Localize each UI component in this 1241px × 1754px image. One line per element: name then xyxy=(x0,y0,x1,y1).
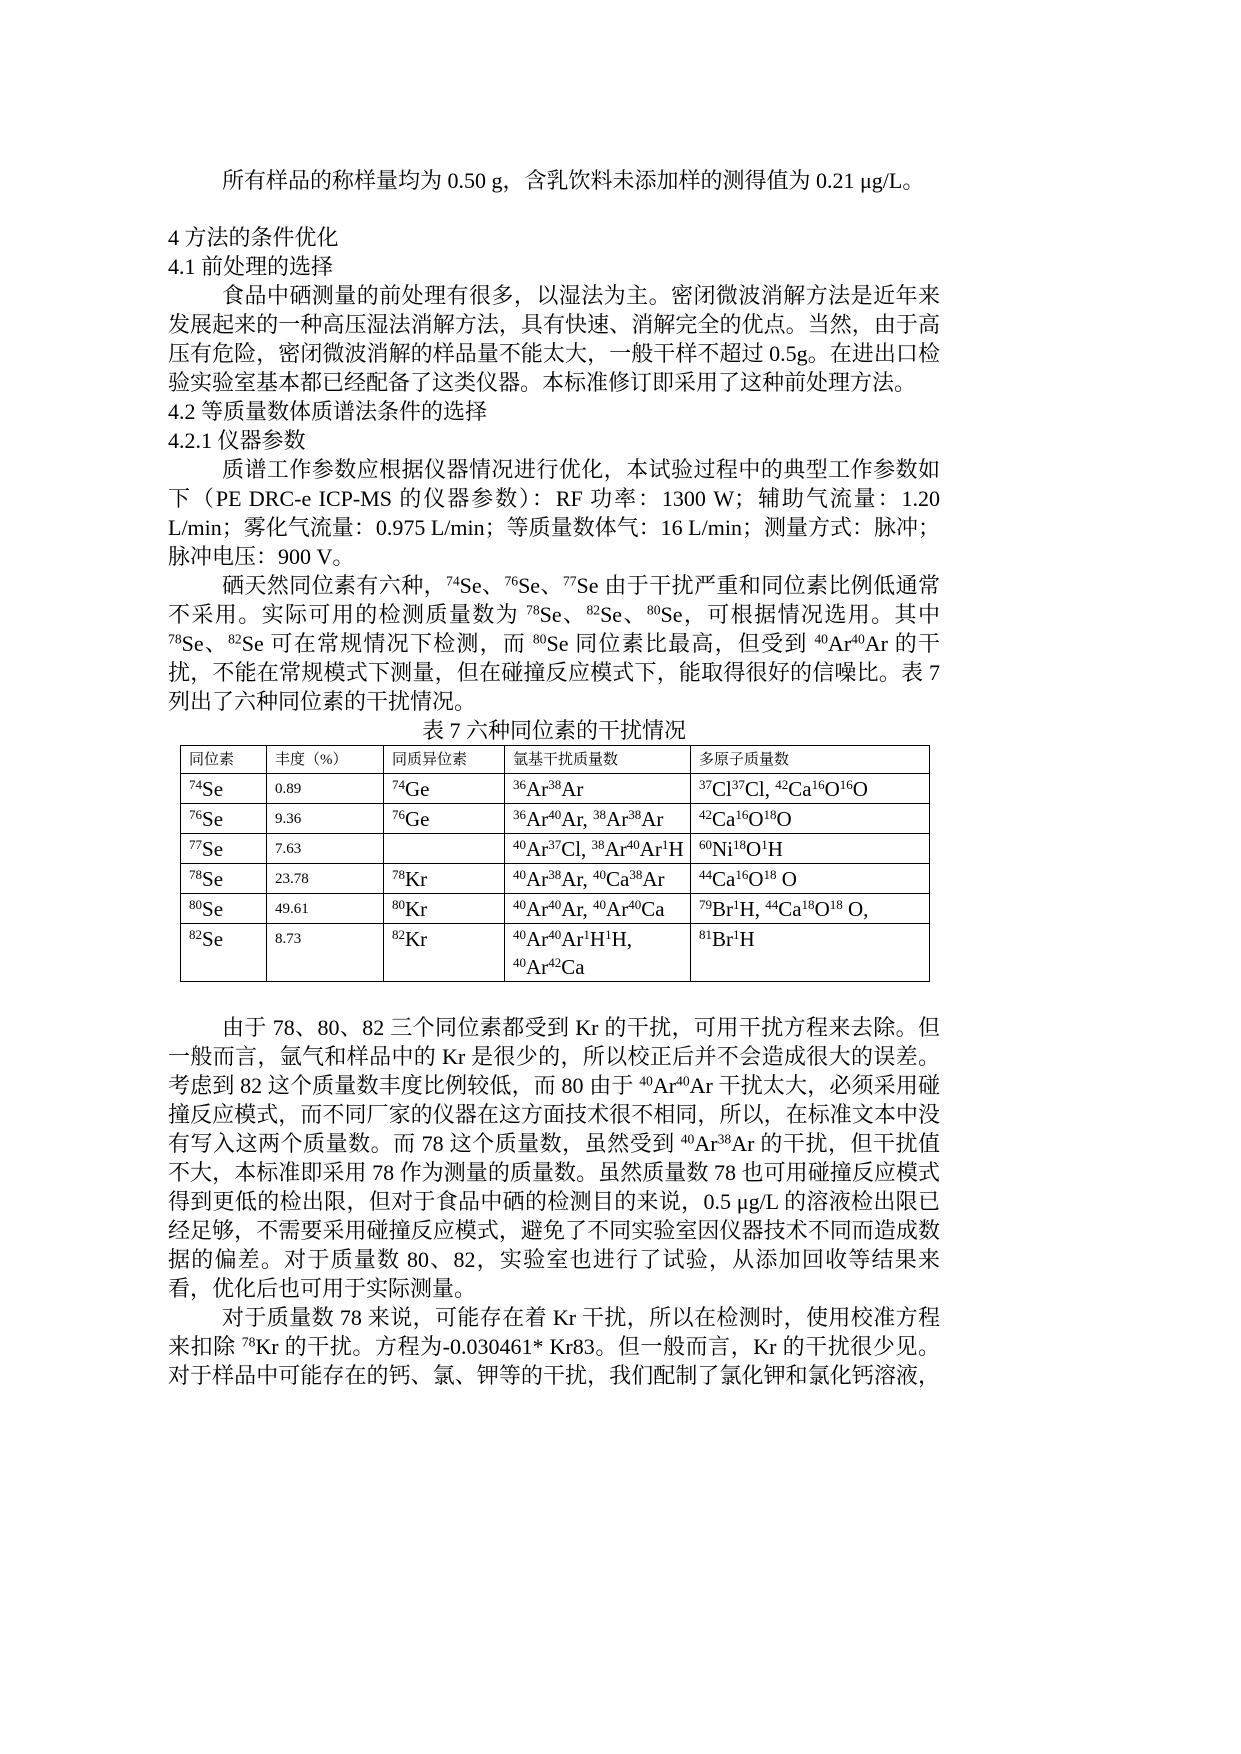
superscript: 40 xyxy=(593,896,607,912)
text-run: Ar xyxy=(694,1131,718,1156)
table-row xyxy=(181,894,930,924)
text-run: 7.63 xyxy=(275,841,302,857)
cell-isotope xyxy=(181,864,267,894)
text-run: Ar 的干扰，不能在常规模式下测量，但在碰撞反应模式下，能取得很好的信噪比。表 7 列出了六种同位素的干扰情况。 xyxy=(168,631,940,714)
text-run: Ca xyxy=(712,867,736,891)
superscript: 1 xyxy=(605,926,612,942)
text-run: Kr xyxy=(405,897,428,921)
superscript: 40 xyxy=(639,1073,653,1089)
text-run: Cl xyxy=(712,777,732,801)
heading-section-4-2-1: 4.2.1 仪器参数 xyxy=(168,428,306,453)
superscript: 74 xyxy=(446,573,460,589)
text-run: Ar xyxy=(639,837,662,861)
superscript: 77 xyxy=(189,836,203,852)
text-run: Se、 xyxy=(539,602,587,627)
table-row xyxy=(181,834,930,864)
superscript: 18 xyxy=(763,806,777,822)
superscript: 76 xyxy=(189,806,203,822)
superscript: 60 xyxy=(699,836,713,852)
paragraph-isotopes xyxy=(168,571,940,716)
text-run: Se，可根据情况选用。其中 xyxy=(660,602,940,627)
text-run: Se xyxy=(202,897,224,921)
table-header xyxy=(181,746,930,774)
cell-argon-interference xyxy=(505,834,691,864)
heading-section-4: 4 方法的条件优化 xyxy=(168,225,339,250)
text-run: Se、 xyxy=(181,631,229,656)
superscript: 40 xyxy=(513,926,527,942)
text-run: Se、 xyxy=(518,573,563,598)
text-run: Ar xyxy=(604,837,627,861)
superscript: 78 xyxy=(241,1334,256,1350)
text-run: Ar xyxy=(526,837,549,861)
text-run: Kr 的干扰。方程为-0.030461* Kr83。但一般而言，Kr 的干扰很少见。对于样品中可能存在的钙、氯、钾等的干扰，我们配制了氯化钾和氯化钙溶液， xyxy=(168,1334,940,1388)
superscript: 16 xyxy=(811,776,825,792)
text-run: Ar xyxy=(561,777,584,801)
superscript: 1 xyxy=(761,836,768,852)
text-run: Ar xyxy=(652,1073,677,1098)
cell-abundance xyxy=(267,834,384,864)
superscript: 16 xyxy=(735,806,749,822)
text-run: 23.78 xyxy=(275,871,309,887)
superscript: 1 xyxy=(733,926,740,942)
paragraph-calibration xyxy=(168,1303,940,1390)
text-run: O xyxy=(776,807,792,831)
superscript: 79 xyxy=(699,896,713,912)
interference-table-body xyxy=(181,774,930,982)
superscript: 78 xyxy=(526,602,540,618)
cell-isotope xyxy=(181,924,267,982)
superscript: 18 xyxy=(829,896,843,912)
text-run: Ge xyxy=(405,807,430,831)
superscript: 76 xyxy=(504,573,519,589)
text-run: Ar xyxy=(827,631,852,656)
cell-isotope xyxy=(181,774,267,804)
text-run: Ar xyxy=(526,807,549,831)
superscript: 40 xyxy=(548,926,562,942)
superscript: 40 xyxy=(513,896,527,912)
text-run: Ar, xyxy=(561,867,594,891)
superscript: 42 xyxy=(548,954,562,970)
text-run: H xyxy=(668,837,684,861)
header-abundance: 丰度（%） xyxy=(267,746,384,774)
superscript: 16 xyxy=(735,866,749,882)
cell-argon-interference xyxy=(505,894,691,924)
table-row xyxy=(181,804,930,834)
text-run: Ar xyxy=(642,867,665,891)
text-run: Se 由于干扰严重和同位素比例低通常不采用。实际可用的检测质量数为 xyxy=(168,573,940,627)
text-run: 8.73 xyxy=(275,931,302,947)
text-run: O xyxy=(814,897,830,921)
superscript: 77 xyxy=(562,573,577,589)
cell-isotope xyxy=(181,804,267,834)
text-run: Ar 的干扰，但干扰值不大，本标准即采用 78 作为测量的质量数。虽然质量数 78 也可用碰撞反应模式得到更低的检出限，但对于食品中硒的检测目的来说，0.5 μg/L 的溶液检出限已经足够，不需要采用碰撞反应模式，避免了不同实验室因仪器技术不同而造成数据的偏差。对于质量数 80、82，实验室也进行了试验，从添加回收等结果来看，优化后也可用于实际测量。 xyxy=(168,1131,940,1301)
text-run: H xyxy=(767,837,783,861)
superscript: 82 xyxy=(228,631,242,647)
superscript: 82 xyxy=(392,926,406,942)
cell-polyatomic xyxy=(691,804,930,834)
superscript: 44 xyxy=(765,896,779,912)
cell-isobar xyxy=(384,894,505,924)
superscript: 38 xyxy=(548,866,562,882)
cell-isobar xyxy=(384,774,505,804)
superscript: 40 xyxy=(513,866,527,882)
text-run: H xyxy=(739,927,755,951)
cell-polyatomic xyxy=(691,924,930,982)
text-run: H xyxy=(589,927,606,951)
text-run: 49.61 xyxy=(275,901,309,917)
superscript: 40 xyxy=(628,896,642,912)
text-run: 由于 78、80、82 三个同位素都受到 Kr 的干扰，可用干扰方程来去除。但一般而言，氩气和样品中的 Kr 是很少的，所以校正后并不会造成很大的误差。考虑到 82 这个质量数丰度比例较低，而 80 由于 xyxy=(168,1015,940,1098)
heading-section-4-2: 4.2 等质量数体质谱法条件的选择 xyxy=(168,399,488,424)
superscript: 36 xyxy=(513,806,527,822)
paragraph-pretreatment: 食品中硒测量的前处理有很多，以湿法为主。密闭微波消解方法是近年来发展起来的一种高压湿法消解方法，具有快速、消解完全的优点。当然，由于高压有危险，密闭微波消解的样品量不能太大，一般干样不超过 0.5g。在进出口检验实验室基本都已经配备了这类仪器。本标准修订即采用了这种前处理方法。 xyxy=(168,283,940,395)
text-run: 9.36 xyxy=(275,811,302,827)
superscript: 37 xyxy=(731,776,745,792)
text-run: 对于质量数 78 来说，可能存在着 Kr 干扰，所以在检测时，使用校准方程来扣除 xyxy=(168,1305,940,1359)
cell-abundance xyxy=(267,864,384,894)
superscript: 37 xyxy=(548,836,562,852)
superscript: 16 xyxy=(839,776,853,792)
text-run: Se xyxy=(202,837,224,861)
text-run: O xyxy=(748,807,764,831)
text-run: Se xyxy=(202,927,224,951)
superscript: 82 xyxy=(189,926,203,942)
table-row xyxy=(181,924,930,982)
text-run: Ca xyxy=(641,897,665,921)
text-run: Br xyxy=(712,927,734,951)
superscript: 1 xyxy=(733,896,740,912)
superscript: 18 xyxy=(733,836,747,852)
superscript: 37 xyxy=(699,776,713,792)
superscript: 38 xyxy=(629,866,643,882)
superscript: 80 xyxy=(189,896,203,912)
text-run: Br xyxy=(712,897,734,921)
superscript: 78 xyxy=(392,866,406,882)
superscript: 38 xyxy=(628,806,642,822)
text-run: 硒天然同位素有六种， xyxy=(222,573,446,598)
text-run: Ar xyxy=(526,955,549,979)
text-run: H, xyxy=(611,927,632,951)
text-run: Ar 干扰太大，必须采用碰撞反应模式，而不同厂家的仪器在这方面技术很不相同，所以，在标准文本中没有写入这两个质量数。而 78 这个质量数，虽然受到 xyxy=(168,1073,940,1156)
cell-abundance xyxy=(267,924,384,982)
text-run: Ar xyxy=(526,927,549,951)
text-run: O, xyxy=(842,897,869,921)
superscript: 38 xyxy=(548,776,562,792)
text-run: Kr xyxy=(405,867,428,891)
header-isotope: 同位素 xyxy=(181,746,267,774)
text-run: 0.89 xyxy=(275,781,302,797)
text-run: Ar xyxy=(606,897,629,921)
cell-argon-interference xyxy=(505,804,691,834)
paragraph-kr-interference xyxy=(168,1013,940,1303)
text-run: Ar xyxy=(526,867,549,891)
text-run: Ni xyxy=(712,837,734,861)
superscript: 40 xyxy=(593,866,607,882)
superscript: 1 xyxy=(583,926,590,942)
text-run: Ar, xyxy=(561,807,594,831)
cell-polyatomic xyxy=(691,864,930,894)
superscript: 80 xyxy=(646,602,661,618)
text-run: Ar xyxy=(641,807,664,831)
paragraph-sample-mass: 所有样品的称样量均为 0.50 g，含乳饮料未添加样的测得值为 0.21 μg/L。 xyxy=(222,168,925,193)
superscript: 40 xyxy=(548,806,562,822)
superscript: 1 xyxy=(661,836,669,852)
cell-isobar xyxy=(384,834,505,864)
text-run: O xyxy=(746,837,762,861)
text-run: Cl, xyxy=(744,777,776,801)
superscript: 18 xyxy=(801,896,815,912)
cell-isotope xyxy=(181,834,267,864)
cell-polyatomic xyxy=(691,834,930,864)
text-run: Ca xyxy=(561,955,585,979)
superscript: 40 xyxy=(680,1131,695,1147)
superscript: 42 xyxy=(699,806,713,822)
text-run: Se xyxy=(202,867,224,891)
header-argon-interference: 氩基干扰质量数 xyxy=(505,746,691,774)
text-run: Ca xyxy=(788,777,812,801)
header-isobar: 同质异位素 xyxy=(384,746,505,774)
superscript: 40 xyxy=(851,631,865,647)
text-run: H, xyxy=(739,897,766,921)
superscript: 38 xyxy=(717,1131,732,1147)
header-polyatomic: 多原子质量数 xyxy=(691,746,930,774)
superscript: 40 xyxy=(513,954,527,970)
text-run: Cl, xyxy=(561,837,592,861)
page-body xyxy=(168,166,940,1390)
superscript: 80 xyxy=(392,896,406,912)
cell-abundance xyxy=(267,894,384,924)
superscript: 40 xyxy=(513,836,527,852)
superscript: 40 xyxy=(548,896,562,912)
text-run: Se 可在常规情况下检测，而 xyxy=(241,631,533,656)
superscript: 44 xyxy=(699,866,713,882)
heading-section-4-1: 4.1 前处理的选择 xyxy=(168,254,334,279)
superscript: 38 xyxy=(593,806,607,822)
text-run: Ge xyxy=(405,777,430,801)
superscript: 38 xyxy=(591,836,605,852)
superscript: 42 xyxy=(775,776,789,792)
superscript: 81 xyxy=(699,926,713,942)
text-run: Kr xyxy=(405,927,428,951)
text-run: Se 同位素比最高，但受到 xyxy=(546,631,815,656)
superscript: 78 xyxy=(189,866,203,882)
cell-polyatomic xyxy=(691,894,930,924)
text-run: Se xyxy=(202,807,224,831)
cell-isotope xyxy=(181,894,267,924)
superscript: 74 xyxy=(392,776,406,792)
superscript: 80 xyxy=(532,631,547,647)
cell-abundance xyxy=(267,774,384,804)
cell-abundance xyxy=(267,804,384,834)
text-run: Ca xyxy=(778,897,802,921)
table-row xyxy=(181,864,930,894)
cell-argon-interference xyxy=(505,774,691,804)
cell-isobar xyxy=(384,864,505,894)
text-run: Ar xyxy=(561,927,584,951)
cell-isobar xyxy=(384,804,505,834)
superscript: 36 xyxy=(513,776,527,792)
cell-isobar xyxy=(384,924,505,982)
superscript: 74 xyxy=(189,776,203,792)
superscript: 18 xyxy=(763,866,777,882)
text-run: Se、 xyxy=(600,602,647,627)
cell-argon-interference xyxy=(505,864,691,894)
interference-table xyxy=(180,745,930,982)
text-run: Ar xyxy=(526,777,549,801)
text-run: Ar xyxy=(606,807,629,831)
text-run: Se、 xyxy=(459,573,505,598)
superscript: 40 xyxy=(626,836,640,852)
superscript: 78 xyxy=(168,631,182,647)
table-caption: 表 7 六种同位素的干扰情况 xyxy=(421,718,686,743)
text-run: O xyxy=(824,777,840,801)
text-run: O xyxy=(852,777,868,801)
paragraph-instrument-parameters: 质谱工作参数应根据仪器情况进行优化，本试验过程中的典型工作参数如下（PE DRC-e ICP-MS 的仪器参数）：RF 功率：1300 W；辅助气流量：1.20 L/min；雾化气流量：0.975 L/min；等质量数体气：16 L/min；测量方式：脉冲；脉冲电压：900 V。 xyxy=(168,457,940,569)
table-row xyxy=(181,774,930,804)
table-header-row xyxy=(181,746,930,774)
cell-argon-interference xyxy=(505,924,691,982)
superscript: 40 xyxy=(676,1073,690,1089)
text-run: O xyxy=(776,867,797,891)
text-run: O xyxy=(748,867,764,891)
cell-polyatomic xyxy=(691,774,930,804)
superscript: 82 xyxy=(586,602,601,618)
text-run: Ar, xyxy=(561,897,594,921)
text-run: Se xyxy=(202,777,224,801)
text-run: Ca xyxy=(606,867,630,891)
text-run: Ar xyxy=(526,897,549,921)
superscript: 40 xyxy=(814,631,828,647)
superscript: 76 xyxy=(392,806,406,822)
text-run: Ca xyxy=(712,807,736,831)
